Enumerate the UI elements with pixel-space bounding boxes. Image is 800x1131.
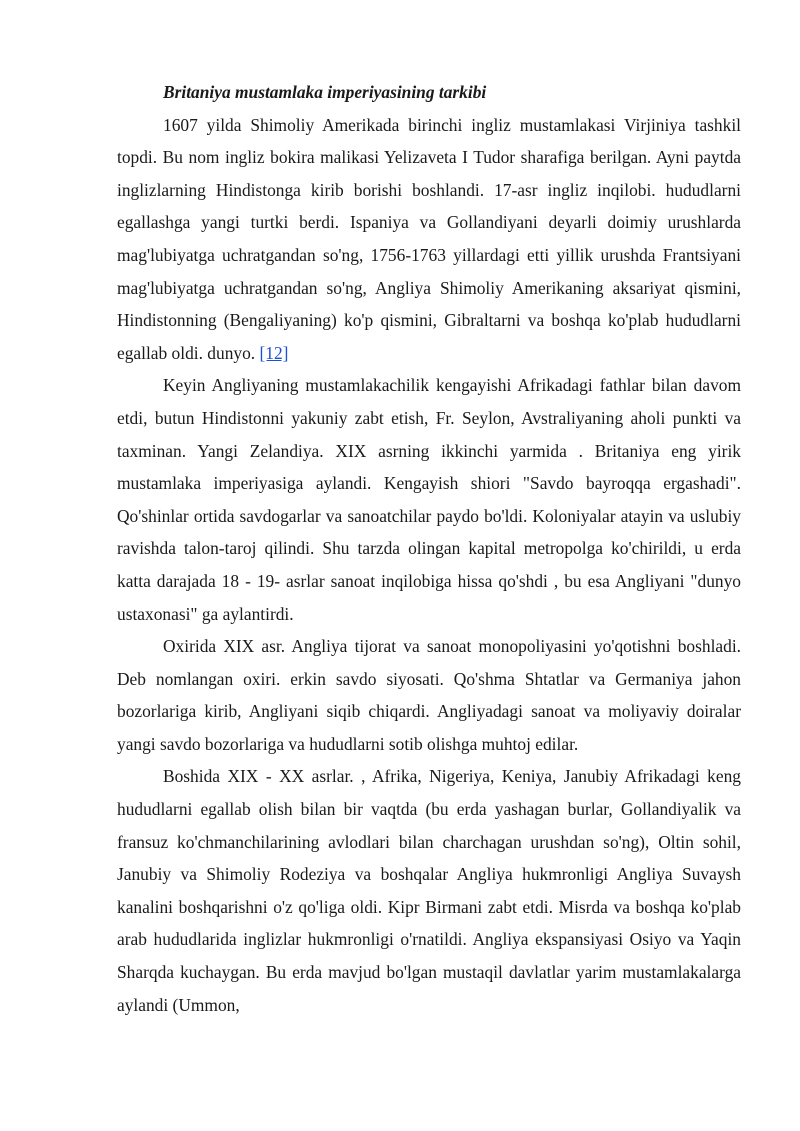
footnote-reference-link[interactable]: [12] <box>259 342 289 363</box>
paragraph-4: Boshida XIX - XX asrlar. , Afrika, Nigeriya, Keniya, Janubiy Afrikadagi keng hududlarni egallab olish bilan bir vaqtda (bu erda yashagan burlar, Gollandiyalik va fransuz ko'chmanchilarining avlodlari bilan charchagan urushdan so'ng), Oltin sohil, Janubiy va Shimoliy Rodeziya va boshqalar Angliya hukmronligi Angliya Suvaysh kanalini boshqarishni o'z qo'liga oldi. Kipr Birmani zabt etdi. Misrda va boshqa ko'plab arab hududlarida inglizlar hukmronligi o'rnatildi. Angliya ekspansiyasi Osiyo va Yaqin Sharqda kuchaygan. Bu erda mavjud bo'lgan mustaqil davlatlar yarim mustamlakalarga aylandi (Ummon, <box>117 766 741 1015</box>
paragraph-3: Oxirida XIX asr. Angliya tijorat va sanoat monopoliyasini yo'qotishni boshladi. Deb nomlangan oxiri. erkin savdo siyosati. Qo'shma Shtatlar va Germaniya jahon bozorlariga kirib, Angliyani siqib chiqardi. Angliyadagi sanoat va moliyaviy doiralar yangi savdo bozorlariga va hududlarni sotib olishga muhtoj edilar. <box>117 636 741 754</box>
paragraph-1 <box>117 109 741 370</box>
paragraph-1-text: 1607 yilda Shimoliy Amerikada birinchi ingliz mustamlakasi Virjiniya tashkil topdi. Bu nom ingliz bokira malikasi Yelizaveta I Tudor sharafiga berilgan. Ayni paytda inglizlarning Hindistonga kirib borishi boshlandi. 17-asr ingliz inqilobi. hududlarni egallashga yangi turtki berdi. Ispaniya va Gollandiyani deyarli doimiy urushlarda mag'lubiyatga uchratgandan so'ng, 1756-1763 yillardagi etti yillik urushda Frantsiyani mag'lubiyatga uchratgandan so'ng, Angliya Shimoliy Amerikaning aksariyat qismini, Hindistonning (Bengaliyaning) ko'p qismini, Gibraltarni va boshqa ko'plab hududlarni egallab oldi. dunyo. <box>117 114 741 363</box>
document-page <box>117 76 741 1021</box>
paragraph-2: Keyin Angliyaning mustamlakachilik kengayishi Afrikadagi fathlar bilan davom etdi, butun Hindistonni yakuniy zabt etish, Fr. Seylon, Avstraliyaning aholi punkti va taxminan. Yangi Zelandiya. XIX asrning ikkinchi yarmida . Britaniya eng yirik mustamlaka imperiyasiga aylandi. Kengayish shiori "Savdo bayroqqa ergashadi". Qo'shinlar ortida savdogarlar va sanoatchilar paydo bo'ldi. Koloniyalar atayin va uslubiy ravishda talon-taroj qilindi. Shu tarzda olingan kapital metropolga ko'chirildi, u erda katta darajada 18 - 19- asrlar sanoat inqilobiga hissa qo'shdi , bu esa Angliyani "dunyo ustaxonasi" ga aylantirdi. <box>117 375 741 624</box>
section-heading: Britaniya mustamlaka imperiyasining tarkibi <box>163 82 487 102</box>
